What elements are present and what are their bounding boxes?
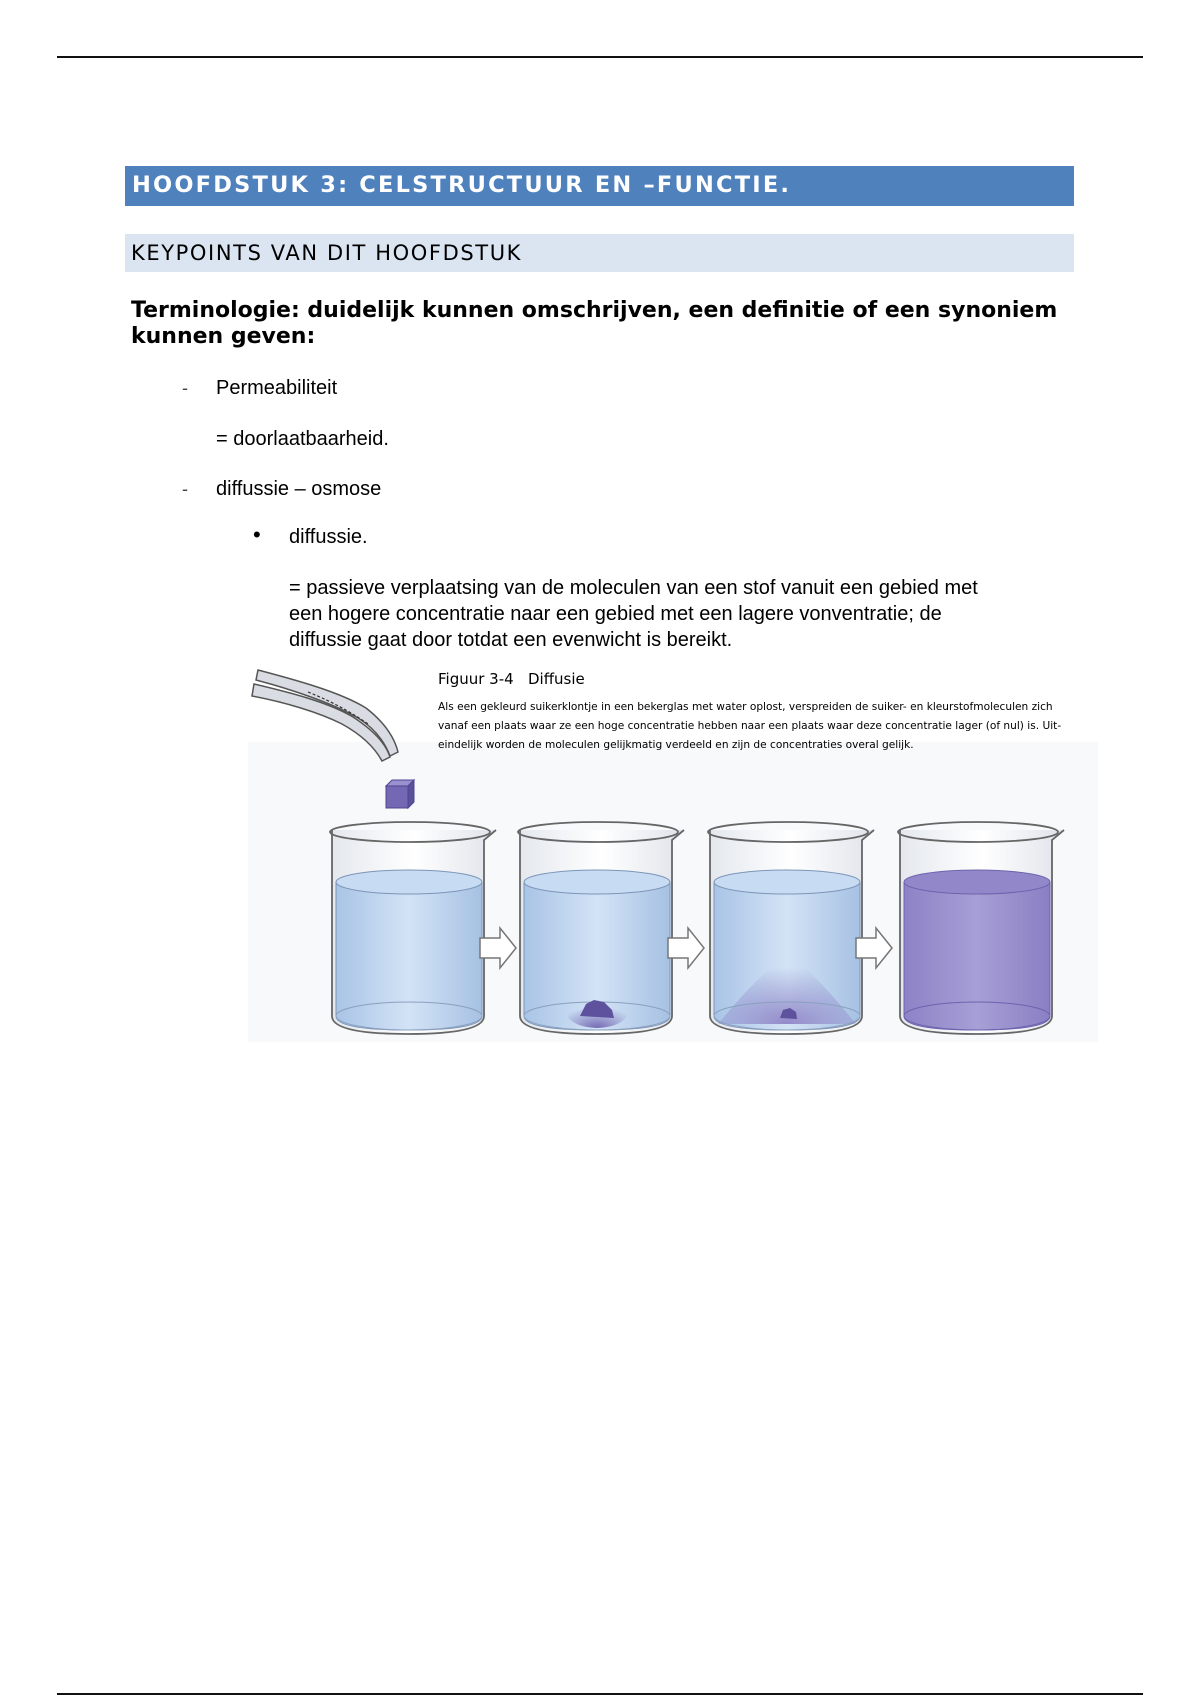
beaker-2 <box>518 822 684 1034</box>
definition-diffussie <box>289 575 1109 653</box>
header-rule <box>57 56 1143 58</box>
sugar-cube-icon <box>386 780 414 808</box>
diffusion-figure <box>248 662 1098 1052</box>
figure-caption-line: eindelijk worden de moleculen gelijkmatig verdeeld en zijn de concentraties overal gelijk. <box>438 739 914 751</box>
definition-line: diffussie gaat door totdat een evenwicht is bereikt. <box>289 629 733 651</box>
definition-line: = passieve verplaatsing van de moleculen van een stof vanuit een gebied met <box>289 577 978 599</box>
terminology-heading-line1: Terminologie: duidelijk kunnen omschrijven, een definitie of een synoniem <box>131 298 1058 323</box>
keypoints-heading: KEYPOINTS VAN DIT HOOFDSTUK <box>125 234 1074 272</box>
terminology-heading-line2: kunnen geven: <box>131 324 316 349</box>
list-dash: - <box>182 378 188 398</box>
bullet-icon: • <box>253 522 261 547</box>
beaker-4 <box>898 822 1064 1034</box>
figure-number: Figuur 3-4 <box>438 670 514 688</box>
figure-caption-line: Als een gekleurd suikerklontje in een bekerglas met water oplost, verspreiden de suiker- en kleurstofmoleculen zich <box>438 701 1053 713</box>
figure-caption-line: vanaf een plaats waar ze een hoge concentratie hebben naar een plaats waar deze concentratie lager (of nul) is. Uit- <box>438 720 1062 732</box>
definition-permeabiliteit: = doorlaatbaarheid. <box>216 428 389 450</box>
term-diffussie-osmose: diffussie – osmose <box>216 478 382 500</box>
definition-line: een hogere concentratie naar een gebied met een lagere vonventratie; de <box>289 603 942 625</box>
terminology-heading <box>131 298 1091 350</box>
footer-rule <box>57 1693 1143 1695</box>
figure-title: Diffusie <box>528 670 585 688</box>
beaker-3 <box>708 822 874 1034</box>
chapter-title: HOOFDSTUK 3: CELSTRUCTUUR EN –FUNCTIE. <box>125 166 1074 206</box>
term-permeabiliteit: Permeabiliteit <box>216 377 338 399</box>
beaker-1 <box>330 822 496 1034</box>
list-dash: - <box>182 479 188 499</box>
term-diffussie: diffussie. <box>289 526 368 548</box>
